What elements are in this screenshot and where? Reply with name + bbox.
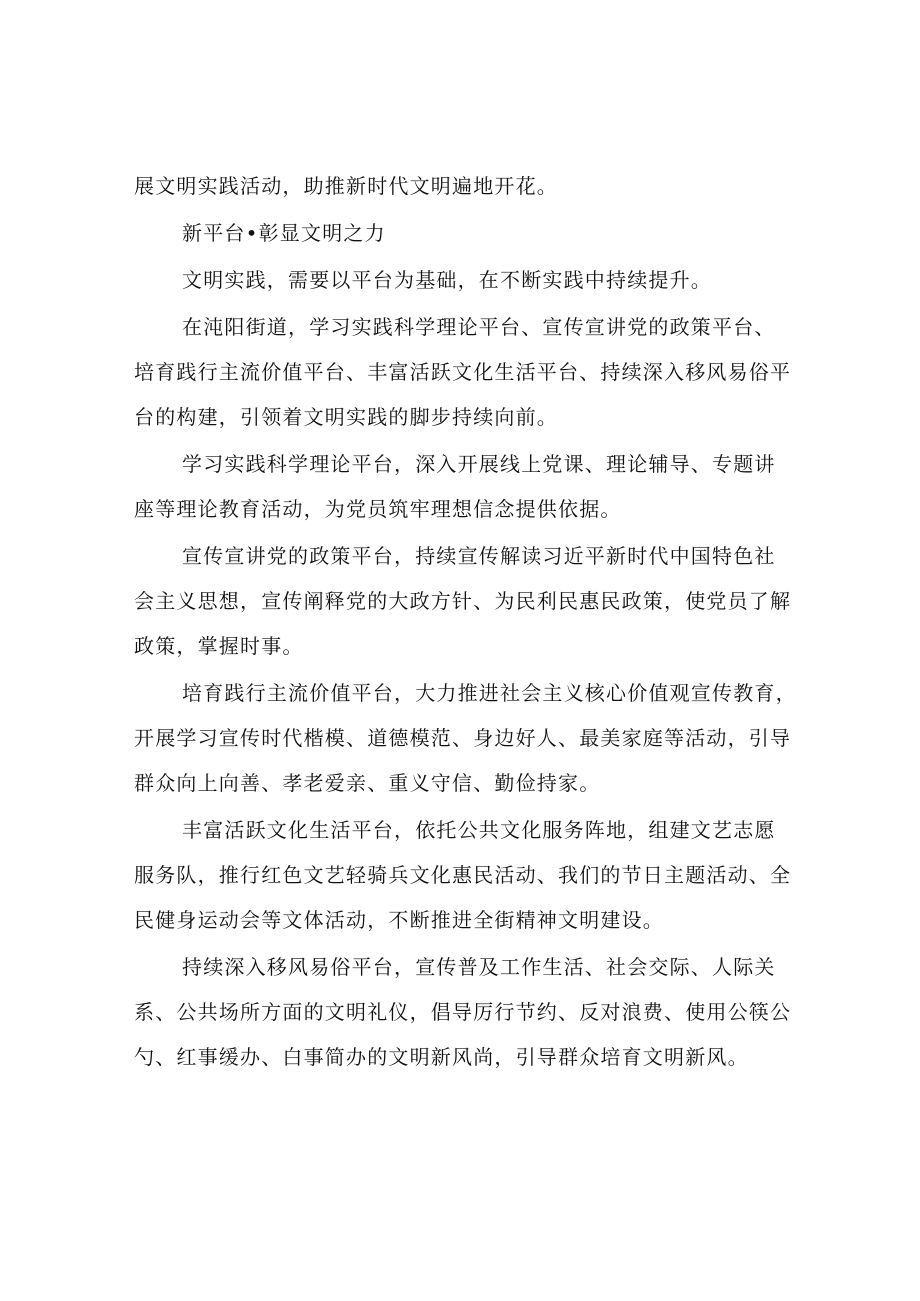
paragraph-line: 群众向上向善、孝老爱亲、重义守信、勤俭持家。 bbox=[134, 771, 601, 795]
paragraph-line: 培育践行主流价值平台、丰富活跃文化生活平台、持续深入移风易俗平 bbox=[134, 360, 792, 384]
section-heading: 新平台•彰显文明之力 bbox=[182, 221, 386, 245]
paragraph-line: 丰富活跃文化生活平台，依托公共文化服务阵地，组建文艺志愿 bbox=[182, 818, 776, 842]
paragraph-line: 民健身运动会等文体活动，不断推进全街精神文明建设。 bbox=[134, 908, 664, 932]
paragraph-line: 展文明实践活动，助推新时代文明遍地开花。 bbox=[134, 174, 558, 198]
paragraph-line: 文明实践，需要以平台为基础，在不断实践中持续提升。 bbox=[182, 268, 712, 292]
document-body bbox=[134, 174, 797, 1069]
paragraph-line: 开展学习宣传时代楷模、道德模范、身边好人、最美家庭等活动，引导 bbox=[134, 726, 792, 750]
paragraph-line: 台的构建，引领着文明实践的脚步持续向前。 bbox=[134, 405, 558, 429]
paragraph-line: 学习实践科学理论平台，深入开展线上党课、理论辅导、专题讲 bbox=[182, 452, 776, 476]
paragraph-line: 勺、红事缓办、白事简办的文明新风尚，引导群众培育文明新风。 bbox=[134, 1045, 749, 1069]
paragraph-line: 座等理论教育活动，为党员筑牢理想信念提供依据。 bbox=[134, 497, 622, 521]
paragraph-line: 培育践行主流价值平台，大力推进社会主义核心价值观宣传教育， bbox=[182, 681, 797, 705]
paragraph-line: 持续深入移风易俗平台，宣传普及工作生活、社会交际、人际关 bbox=[182, 955, 776, 979]
paragraph-line: 服务队，推行红色文艺轻骑兵文化惠民活动、我们的节日主题活动、全 bbox=[134, 863, 792, 887]
paragraph-line: 会主义思想，宣传阐释党的大政方针、为民利民惠民政策，使党员了解 bbox=[134, 589, 792, 613]
paragraph-line: 宣传宣讲党的政策平台，持续宣传解读习近平新时代中国特色社 bbox=[182, 544, 776, 568]
paragraph-line: 在沌阳街道，学习实践科学理论平台、宣传宣讲党的政策平台、 bbox=[182, 315, 776, 339]
paragraph-line: 政策，掌握时事。 bbox=[134, 634, 304, 658]
paragraph-line: 系、公共场所方面的文明礼仪，倡导厉行节约、反对浪费、使用公筷公 bbox=[134, 1000, 792, 1024]
